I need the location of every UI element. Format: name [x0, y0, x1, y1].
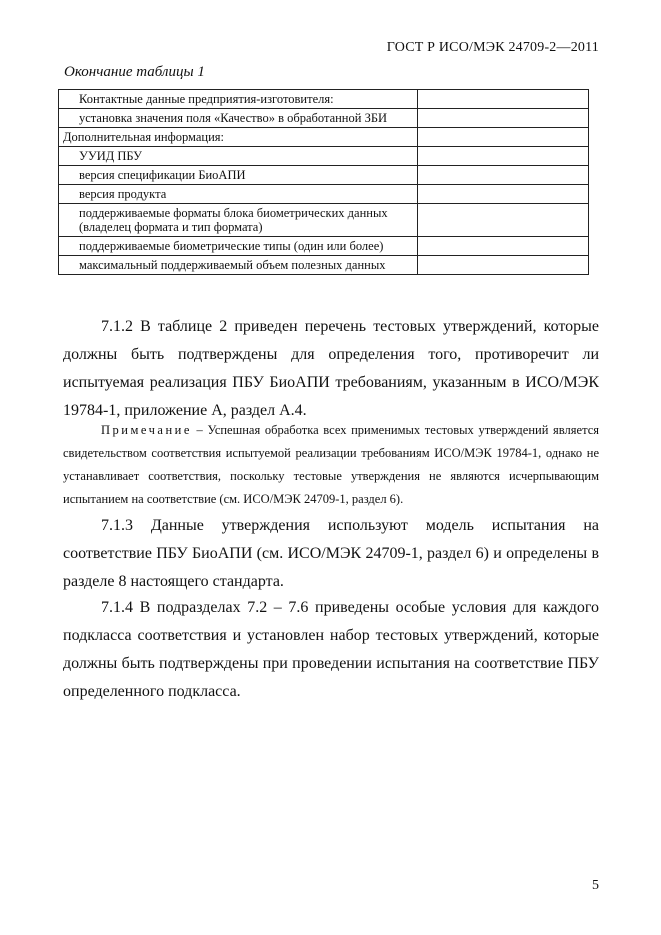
note-paragraph — [63, 419, 599, 511]
note-block — [63, 419, 599, 511]
table-row — [59, 256, 589, 275]
table-row-label: УУИД ПБУ — [59, 147, 418, 166]
table-row-value — [418, 166, 589, 185]
spec-table-body — [59, 90, 589, 275]
table-row-label: Дополнительная информация: — [59, 128, 418, 147]
table-row-value — [418, 256, 589, 275]
paragraph-7-1-4-block — [63, 594, 599, 706]
note-label: Примечание — [101, 423, 192, 437]
table-row — [59, 109, 589, 128]
table-row — [59, 128, 589, 147]
page-number: 5 — [592, 878, 599, 893]
note-text: – Успешная обработка всех применимых тестовых утверждений является свидетельством соответствия испытуемой реализации требованиям ИСО/МЭК 19784-1, однако не устанавливает соответствия, поскольку тестовые утверждения не являются исчерпывающим испытанием на соответствие (см. ИСО/МЭК 24709-1, раздел 6). — [63, 423, 599, 506]
paragraph-7-1-2-block — [63, 313, 599, 425]
table-row-value — [418, 204, 589, 237]
table-row-label: максимальный поддерживаемый объем полезных данных — [59, 256, 418, 275]
table-row-value — [418, 90, 589, 109]
table-row-value — [418, 147, 589, 166]
table-row — [59, 166, 589, 185]
table-row-value — [418, 185, 589, 204]
table-row-label: поддерживаемые биометрические типы (один или более) — [59, 237, 418, 256]
table-row-label: Контактные данные предприятия-изготовителя: — [59, 90, 418, 109]
table-caption: Окончание таблицы 1 — [64, 64, 205, 80]
document-header: ГОСТ Р ИСО/МЭК 24709-2—2011 — [386, 40, 599, 55]
table-row-value — [418, 237, 589, 256]
paragraph-7-1-3-block — [63, 512, 599, 596]
table-row — [59, 204, 589, 237]
table-row-value — [418, 128, 589, 147]
table-row — [59, 90, 589, 109]
table-row — [59, 147, 589, 166]
table-row-label: поддерживаемые форматы блока биометрических данных (владелец формата и тип формата) — [59, 204, 418, 237]
paragraph-7-1-4: 7.1.4 В подразделах 7.2 – 7.6 приведены особые условия для каждого подкласса соответствия и установлен набор тестовых утверждений, которые должны быть подтверждены при проведении испытания на соответствие ПБУ определенного подкласса. — [63, 599, 599, 700]
spec-table — [58, 89, 589, 275]
table-row — [59, 237, 589, 256]
table-row-label: версия продукта — [59, 185, 418, 204]
table-row — [59, 185, 589, 204]
paragraph-7-1-2: 7.1.2 В таблице 2 приведен перечень тестовых утверждений, которые должны быть подтверждены для определения того, противоречит ли испытуемая реализация ПБУ БиоАПИ требованиям, указанным в ИСО/МЭК 19784-1, приложение А, раздел А.4. — [63, 318, 599, 419]
paragraph-7-1-3: 7.1.3 Данные утверждения используют модель испытания на соответствие ПБУ БиоАПИ (см. ИСО/МЭК 24709-1, раздел 6) и определены в разделе 8 настоящего стандарта. — [63, 517, 599, 590]
table-row-value — [418, 109, 589, 128]
table-row-label: версия спецификации БиоАПИ — [59, 166, 418, 185]
table-row-label: установка значения поля «Качество» в обработанной ЗБИ — [59, 109, 418, 128]
